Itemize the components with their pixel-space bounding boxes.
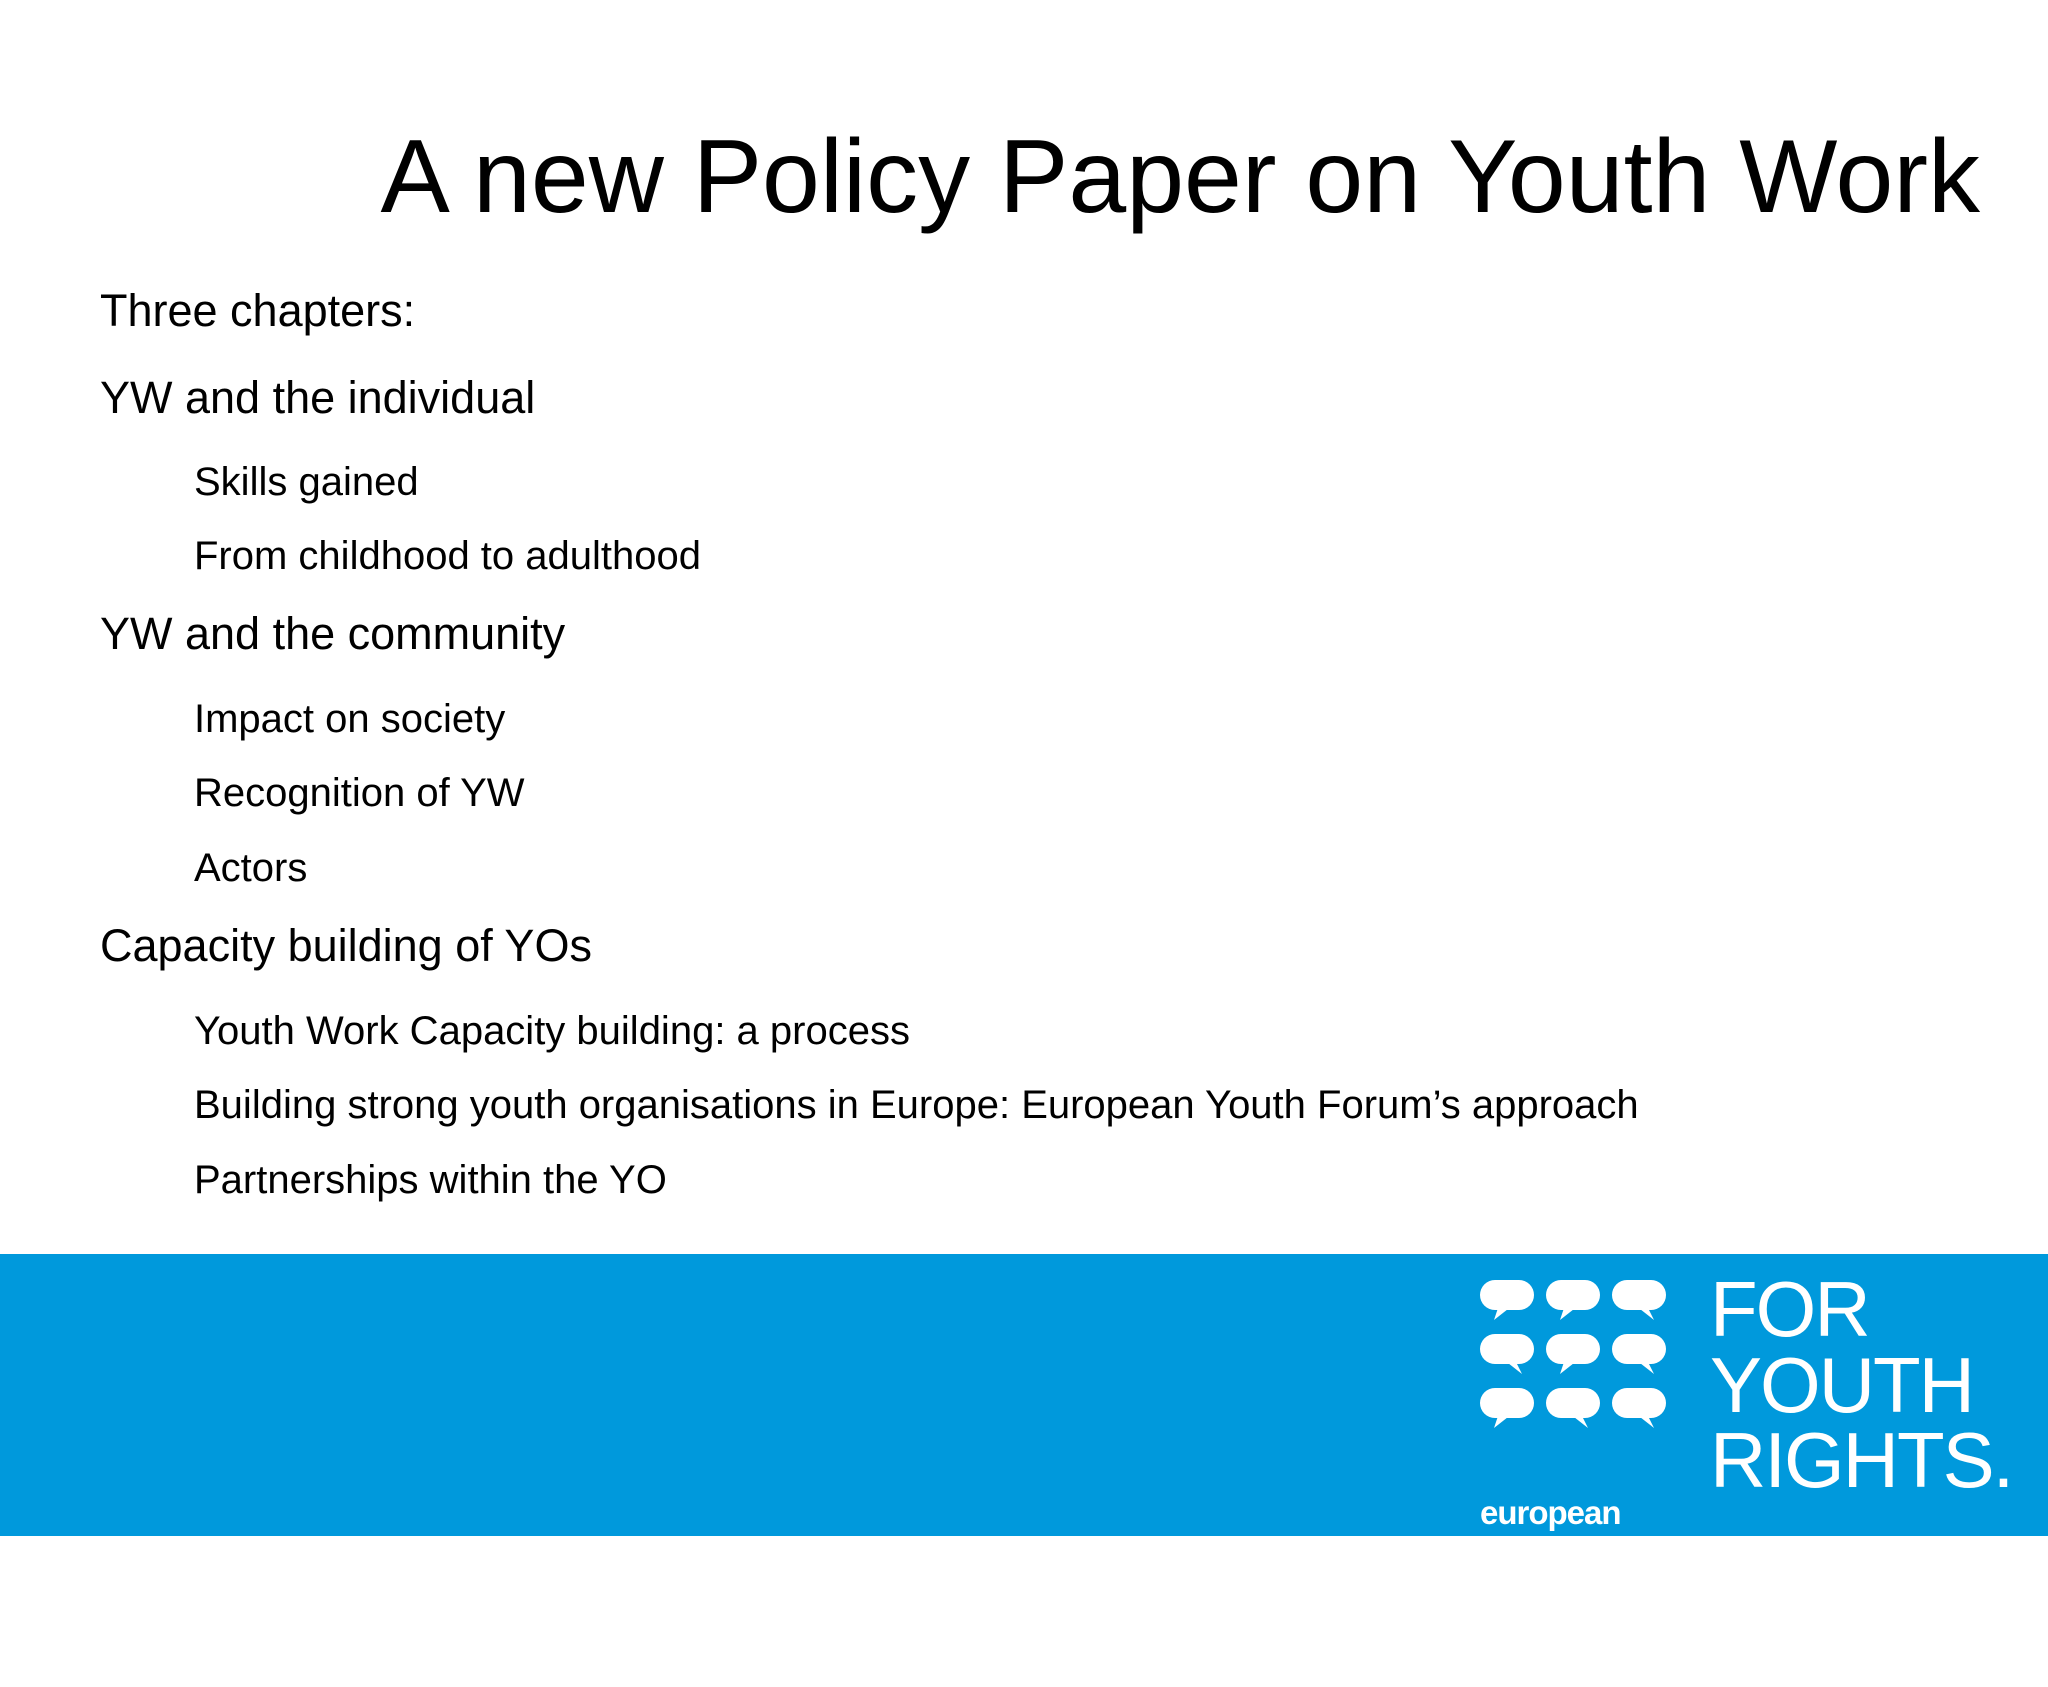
tagline-line-2: YOUTH [1710, 1340, 1973, 1429]
tagline-line-1: FOR [1710, 1265, 1869, 1353]
list-item: Recognition of YW [194, 771, 525, 815]
list-item: Impact on society [194, 697, 506, 741]
european-youth-forum-logo [1478, 1265, 2018, 1625]
logo-org-line-2: youth forum [1480, 1587, 1662, 1625]
list-item: Three chapters: [100, 285, 416, 336]
list-item: Partnerships within the YO [194, 1158, 667, 1202]
list-item: Youth Work Capacity building: a process [194, 1009, 910, 1053]
footer-band [0, 1254, 2048, 1625]
logo-tagline [1710, 1265, 2013, 1505]
list-item: Actors [194, 846, 308, 890]
logo-org-line-1: european [1480, 1493, 1621, 1531]
list-item: YW and the community [100, 608, 566, 659]
list-item: Skills gained [194, 460, 419, 504]
tagline-line-3: RIGHTS. [1710, 1416, 2013, 1505]
list-item: Capacity building of YOs [100, 920, 592, 971]
logo-org-name [1480, 1434, 1661, 1685]
slide-title: A new Policy Paper on Youth Work [380, 119, 1980, 235]
speech-bubbles-grid-icon [1478, 1276, 1668, 1431]
list-item: Building strong youth organisations in Europe: European Youth Forum’s approach [194, 1083, 1639, 1127]
list-item: YW and the individual [100, 372, 536, 423]
list-item: From childhood to adulthood [194, 534, 701, 578]
